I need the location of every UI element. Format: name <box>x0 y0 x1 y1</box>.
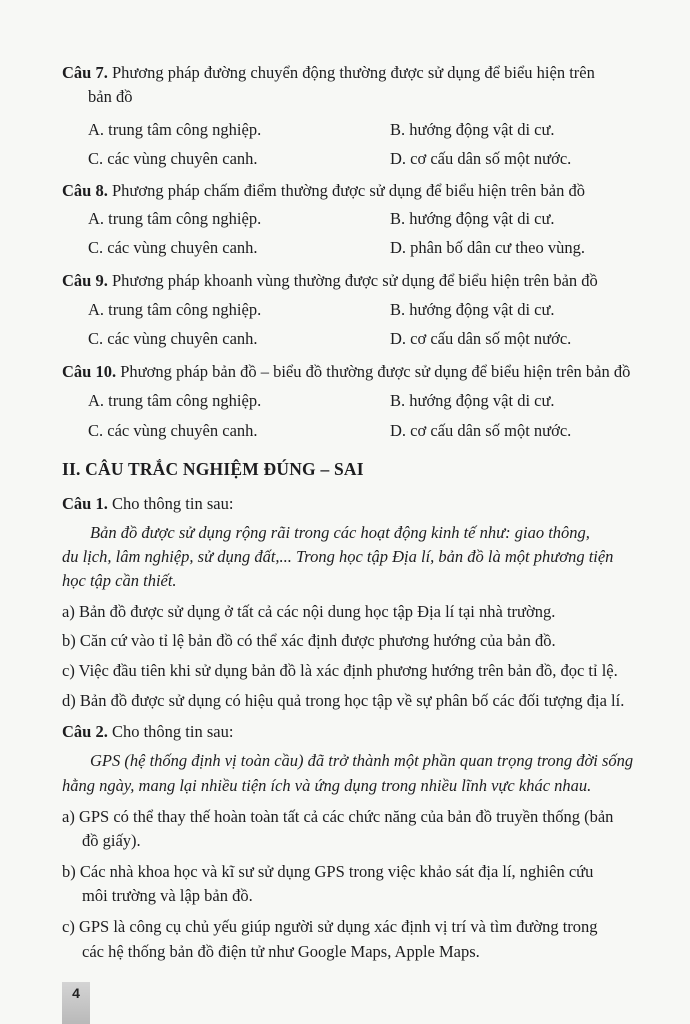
option-a: A. trung tâm công nghiệp. <box>88 120 262 139</box>
question-8 <box>62 180 585 202</box>
option-c: C. các vùng chuyên canh. <box>88 149 258 168</box>
question-text: Phương pháp chấm điểm thường được sử dụng để biểu hiện trên bản đồ <box>107 181 585 200</box>
statement-a-continued: đồ giấy). <box>82 831 141 850</box>
question-7 <box>62 62 595 84</box>
option-c: C. các vùng chuyên canh. <box>88 329 258 348</box>
option-b: B. hướng động vật di cư. <box>390 300 555 319</box>
info-paragraph: Bản đồ được sử dụng rộng rãi trong các hoạt động kinh tế như: giao thông, <box>90 523 590 542</box>
question-text: Phương pháp bản đồ – biểu đồ thường được sử dụng để biểu hiện trên bản đồ <box>116 362 631 381</box>
option-a: A. trung tâm công nghiệp. <box>88 209 262 228</box>
question-text: Cho thông tin sau: <box>107 494 234 513</box>
option-b: B. hướng động vật di cư. <box>390 120 555 139</box>
question-text-continued: bản đồ <box>88 87 133 106</box>
option-d: D. phân bố dân cư theo vùng. <box>390 238 585 257</box>
option-b: B. hướng động vật di cư. <box>390 391 555 410</box>
statement-b: b) Các nhà khoa học và kĩ sư sử dụng GPS trong việc khảo sát địa lí, nghiên cứu <box>62 862 594 881</box>
question-label: Câu 2. <box>62 722 108 741</box>
question-text: Cho thông tin sau: <box>107 722 234 741</box>
statement-b: b) Căn cứ vào tỉ lệ bản đồ có thể xác định được phương hướng của bản đồ. <box>62 631 556 650</box>
section-heading: II. CÂU TRẮC NGHIỆM ĐÚNG – SAI <box>62 459 364 479</box>
question-label: Câu 1. <box>62 494 108 513</box>
question-text: Phương pháp đường chuyển động thường được sử dụng để biểu hiện trên <box>107 63 595 82</box>
page-number: 4 <box>62 982 90 1024</box>
info-paragraph: GPS (hệ thống định vị toàn cầu) đã trở thành một phần quan trọng trong đời sống <box>90 751 634 770</box>
info-paragraph: du lịch, lâm nghiệp, sử dụng đất,... Trong học tập Địa lí, bản đồ là một phương tiện <box>62 547 614 566</box>
option-d: D. cơ cấu dân số một nước. <box>390 149 572 168</box>
option-d: D. cơ cấu dân số một nước. <box>390 329 572 348</box>
tf-question-1 <box>62 493 233 515</box>
info-paragraph: học tập cần thiết. <box>62 571 177 590</box>
question-label: Câu 9. <box>62 271 108 290</box>
statement-a: a) Bản đồ được sử dụng ở tất cả các nội dung học tập Địa lí tại nhà trường. <box>62 602 556 621</box>
question-10 <box>62 361 630 383</box>
question-9 <box>62 270 598 292</box>
statement-b-continued: môi trường và lập bản đồ. <box>82 886 253 905</box>
option-c: C. các vùng chuyên canh. <box>88 421 258 440</box>
statement-c-continued: các hệ thống bản đồ điện tử như Google Maps, Apple Maps. <box>82 942 480 961</box>
option-a: A. trung tâm công nghiệp. <box>88 300 262 319</box>
question-label: Câu 10. <box>62 362 117 381</box>
statement-d: d) Bản đồ được sử dụng có hiệu quả trong học tập về sự phân bố các đối tượng địa lí. <box>62 691 625 710</box>
statement-c: c) Việc đầu tiên khi sử dụng bản đồ là xác định phương hướng trên bản đồ, đọc tỉ lệ. <box>62 661 618 680</box>
option-c: C. các vùng chuyên canh. <box>88 238 258 257</box>
option-a: A. trung tâm công nghiệp. <box>88 391 262 410</box>
tf-question-2 <box>62 721 233 743</box>
statement-a: a) GPS có thể thay thế hoàn toàn tất cả các chức năng của bản đồ truyền thống (bản <box>62 807 614 826</box>
question-text: Phương pháp khoanh vùng thường được sử dụng để biểu hiện trên bản đồ <box>107 271 598 290</box>
info-paragraph: hằng ngày, mang lại nhiều tiện ích và ứng dụng trong nhiều lĩnh vực khác nhau. <box>62 776 592 795</box>
option-d: D. cơ cấu dân số một nước. <box>390 421 572 440</box>
statement-c: c) GPS là công cụ chủ yếu giúp người sử dụng xác định vị trí và tìm đường trong <box>62 917 598 936</box>
option-b: B. hướng động vật di cư. <box>390 209 555 228</box>
question-label: Câu 7. <box>62 63 108 82</box>
question-label: Câu 8. <box>62 181 108 200</box>
